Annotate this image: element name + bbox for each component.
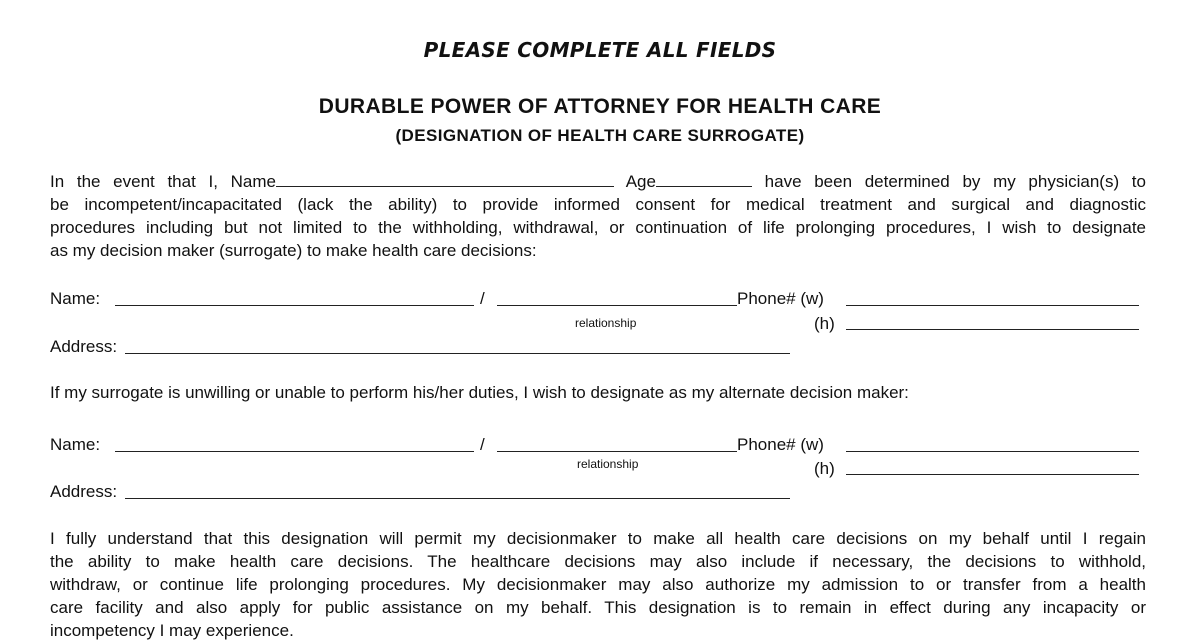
- surrogate-relationship-label: relationship: [575, 316, 637, 330]
- alternate-name-label: Name:: [50, 435, 101, 454]
- complete-all-fields-banner: PLEASE COMPLETE ALL FIELDS: [423, 38, 777, 62]
- intro-line-3: procedures including but not limited to the withholding, withdrawal, or continuation of life prolonging procedures, I wish to designate: [50, 218, 1146, 237]
- alternate-home-phone-label: (h): [814, 459, 835, 478]
- surrogate-slash: /: [480, 289, 485, 308]
- surrogate-work-phone-label: Phone# (w): [737, 289, 824, 308]
- alternate-address-field[interactable]: [125, 498, 790, 499]
- surrogate-home-phone-label: (h): [814, 314, 835, 333]
- document-subtitle: (DESIGNATION OF HEALTH CARE SURROGATE): [395, 126, 805, 145]
- alternate-work-phone-label: Phone# (w): [737, 435, 824, 454]
- document-title: DURABLE POWER OF ATTORNEY FOR HEALTH CARE: [318, 95, 882, 118]
- surrogate-work-phone-field[interactable]: [846, 305, 1139, 306]
- alternate-home-phone-field[interactable]: [846, 474, 1139, 475]
- intro-paragraph: [50, 170, 1146, 262]
- intro-name-label: In the event that I, Name: [50, 172, 276, 191]
- alternate-intro-text: If my surrogate is unwilling or unable to perform his/her duties, I wish to designate as my alternate decision maker:: [50, 383, 909, 402]
- intro-line-2: be incompetent/incapacitated (lack the ability) to provide informed consent for medical treatment and surgical and diagnostic: [50, 195, 1146, 214]
- alternate-slash: /: [480, 435, 485, 454]
- surrogate-address-label: Address:: [50, 337, 118, 356]
- surrogate-name-field[interactable]: [115, 305, 474, 306]
- intro-line-4: as my decision maker (surrogate) to make health care decisions:: [50, 241, 537, 260]
- understanding-line-1: I fully understand that this designation will permit my decisionmaker to make all health care decisions on my behalf until I regain: [50, 529, 1146, 548]
- intro-age-label: Age: [625, 172, 656, 191]
- intro-line-1: [50, 170, 1146, 193]
- alternate-address-label: Address:: [50, 482, 118, 501]
- alternate-name-field[interactable]: [115, 451, 474, 452]
- principal-age-field[interactable]: [656, 172, 752, 187]
- understanding-line-4: care facility and also apply for public assistance on my behalf. This designation is to remain in effect during any incapacity or: [50, 598, 1146, 617]
- surrogate-address-field[interactable]: [125, 353, 790, 354]
- understanding-line-3: withdraw, or continue life prolonging procedures. My decisionmaker may also authorize my admission to or transfer from a health: [50, 575, 1146, 594]
- principal-name-field[interactable]: [276, 172, 614, 187]
- surrogate-name-label: Name:: [50, 289, 101, 308]
- surrogate-relationship-field[interactable]: [497, 305, 737, 306]
- understanding-line-5: incompetency I may experience.: [50, 621, 294, 640]
- alternate-work-phone-field[interactable]: [846, 451, 1139, 452]
- alternate-relationship-field[interactable]: [497, 451, 737, 452]
- alternate-relationship-label: relationship: [577, 457, 639, 471]
- understanding-paragraph: [50, 527, 1146, 642]
- alternate-intro-paragraph: [50, 381, 1146, 404]
- surrogate-home-phone-field[interactable]: [846, 329, 1139, 330]
- intro-physician-text: have been determined by my physician(s) to: [764, 172, 1146, 191]
- understanding-line-2: the ability to make health care decisions. The healthcare decisions may also include if necessary, the decisions to withhold,: [50, 552, 1146, 571]
